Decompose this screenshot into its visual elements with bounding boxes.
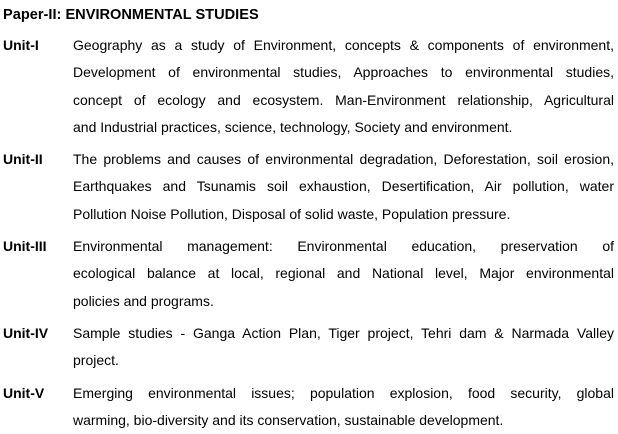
unit-label: Unit-IV	[3, 324, 49, 341]
unit-label: Unit-II	[3, 151, 43, 168]
unit-description-line: Development of environmental studies, Approaches to environmental studies,	[73, 64, 614, 81]
unit-description-line: Sample studies - Ganga Action Plan, Tiger project, Tehri dam & Narmada Valley	[73, 324, 614, 341]
unit-description-line: Earthquakes and Tsunamis soil exhaustion, Desertification, Air pollution, water	[73, 178, 614, 195]
unit-description-line: The problems and causes of environmental degradation, Deforestation, soil erosion,	[73, 151, 614, 168]
unit-description-line: Pollution Noise Pollution, Disposal of solid waste, Population pressure.	[73, 205, 511, 222]
unit-row	[3, 320, 618, 375]
unit-row	[3, 233, 618, 315]
unit-label: Unit-V	[3, 384, 45, 401]
unit-row	[3, 146, 618, 228]
unit-list	[3, 32, 618, 434]
unit-row	[3, 380, 618, 434]
unit-description-line: Emerging environmental issues; population explosion, food security, global	[73, 384, 614, 401]
unit-description-line: concept of ecology and ecosystem. Man-Environment relationship, Agricultural	[73, 91, 614, 108]
unit-description-line: Geography as a study of Environment, concepts & components of environment,	[73, 37, 614, 53]
unit-description-line: project.	[73, 352, 119, 369]
unit-description-line: policies and programs.	[73, 292, 214, 309]
unit-description-line: ecological balance at local, regional and National level, Major environmental	[73, 265, 614, 282]
unit-description	[73, 380, 614, 434]
unit-description-line: Environmental management: Environmental education, preservation of	[73, 238, 614, 255]
unit-row	[3, 32, 618, 141]
unit-description	[73, 233, 614, 315]
unit-description	[73, 32, 614, 141]
unit-description	[73, 146, 614, 228]
unit-description	[73, 320, 614, 375]
unit-description-line: and Industrial practices, science, technology, Society and environment.	[73, 118, 513, 135]
unit-label: Unit-III	[3, 238, 47, 255]
page-title: Paper-II: ENVIRONMENTAL STUDIES	[3, 7, 259, 23]
unit-label: Unit-I	[3, 37, 39, 53]
unit-description-line: warming, bio-diversity and its conservation, sustainable development.	[73, 411, 504, 428]
